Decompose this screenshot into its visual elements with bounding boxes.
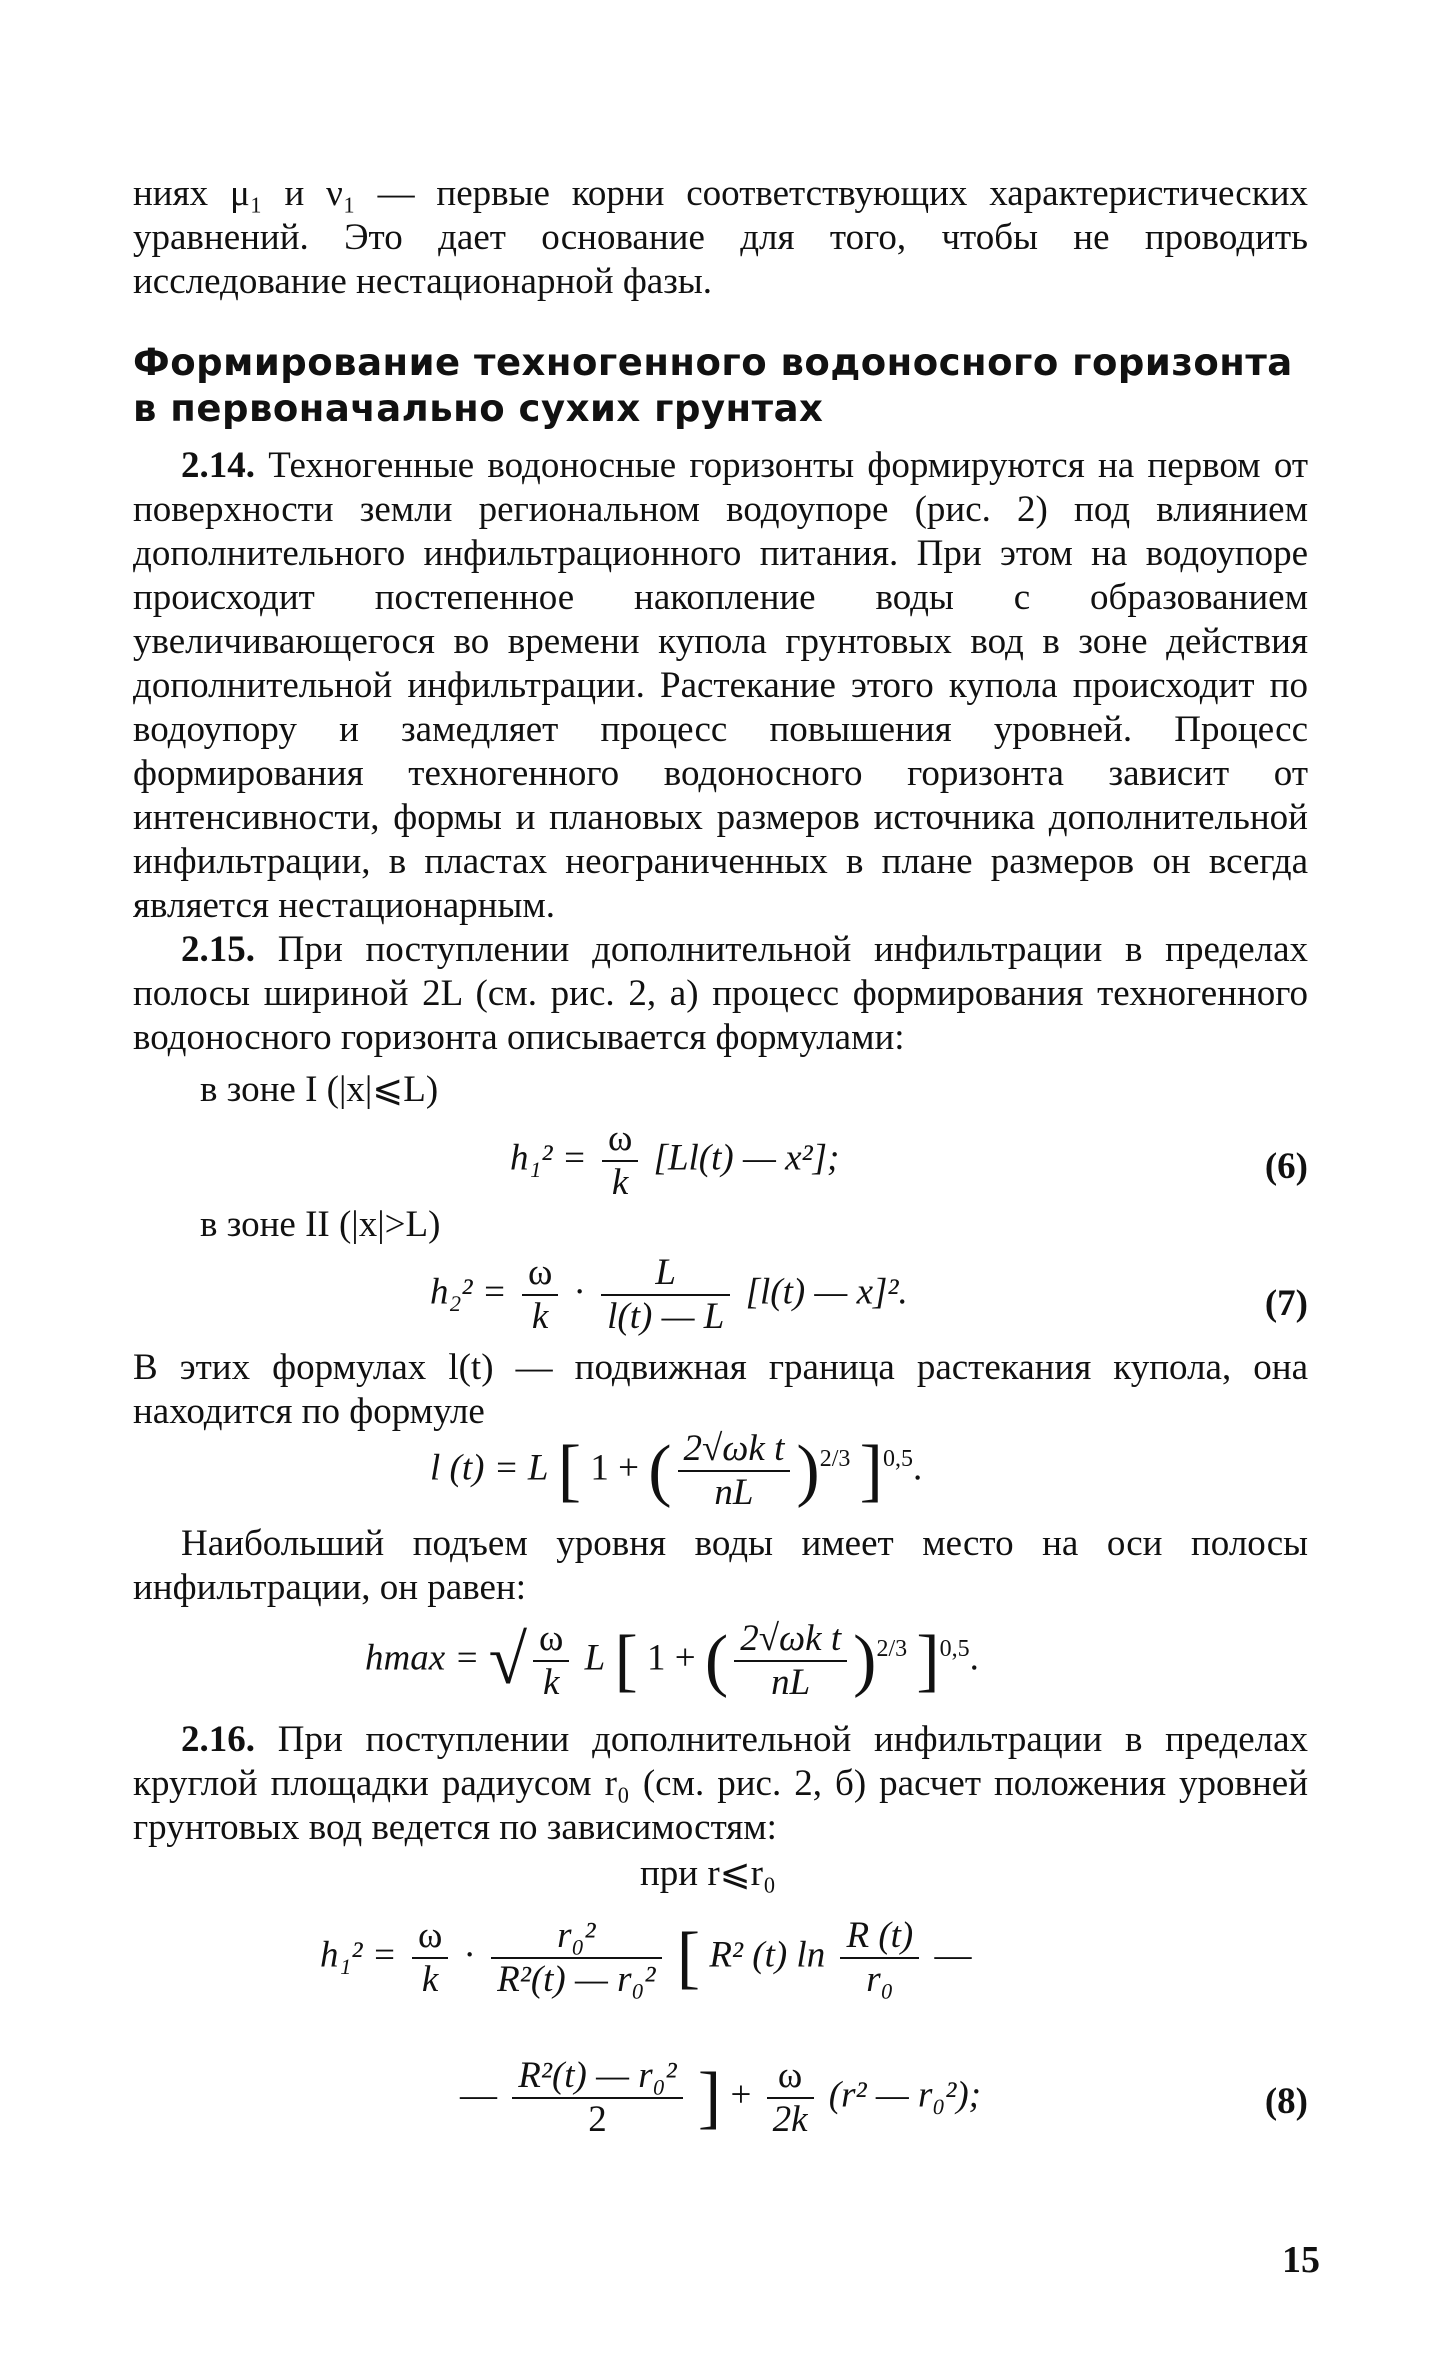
equation-6: h₁² = $\frac{\omega}{k}$ [Ll(t) — x²]; bbox=[510, 1118, 840, 1203]
section-heading bbox=[133, 340, 1308, 432]
paragraph-2-14 bbox=[133, 444, 1308, 928]
section-number: 2.16. bbox=[181, 1719, 255, 1760]
text-formula-intro bbox=[133, 1346, 1308, 1434]
paragraph-text: В этих формулах l(t) — подвижная граница растекания купола, она находится по формуле bbox=[133, 1347, 1308, 1432]
paragraph-2-16 bbox=[133, 1718, 1308, 1850]
paragraph-text: При поступлении дополнительной инфильтрации в пределах полосы шириной 2L (см. рис. 2, а) процесс формирования техногенного водоносного горизонта описывается формулами: bbox=[133, 929, 1309, 1058]
equation-hmax: hmax = √ $\frac{\omega}{k}$ L [ 1 + ( $\frac{\text{2√ωk t}}{nL}$ )$^{2/3}$ ]$^{0,5}$. bbox=[365, 1618, 979, 1703]
zone-1-label: в зоне I (|x|⩽L) bbox=[200, 1069, 439, 1110]
equation-8-line-1: h₁² = $\frac{\omega}{k}$ · $\frac{\text{r₀²}}{\text{R²(t) — r₀²}}$ [ R² (t) ln $\frac{R (t)}{\text{r₀}}$ — bbox=[320, 1915, 972, 2000]
equation-7: h₂² = $\frac{\omega}{k}$ · $\frac{L}{l(t) — L}$ [l(t) — x]². bbox=[430, 1252, 908, 1337]
equation-8-line-2: — $\frac{\text{R²(t) — r₀²}}{2}$ ] + $\frac{\omega}{2k}$ (r² — r₀²); bbox=[460, 2055, 981, 2140]
intro-paragraph bbox=[133, 172, 1308, 304]
paragraph-text: Техногенные водоносные горизонты формируются на первом от поверхности земли региональном водоупоре (рис. 2) под влиянием дополнительного инфильтрационного питания. При этом на водоупоре происходит постепенное накопление воды с образованием увеличивающегося во времени купола грунтовых вод в зоне действия дополнительной инфильтрации. Растекание этого купола происходит по водоупору и замедляет процесс повышения уровней. Процесс формирования техногенного водоносного горизонта зависит от интенсивности, формы и плановых размеров источника дополнительной инфильтрации, в пластах неограниченных в плане размеров он всегда является нестационарным. bbox=[133, 445, 1309, 926]
text-max-rise bbox=[133, 1522, 1308, 1610]
equation-7-label: (7) bbox=[1264, 1283, 1308, 1324]
equation-8-label: (8) bbox=[1264, 2081, 1308, 2122]
heading-line-1: Формирование техногенного водоносного горизонта bbox=[133, 341, 1293, 384]
section-number: 2.14. bbox=[181, 445, 255, 486]
page-number: 15 bbox=[1282, 2239, 1320, 2281]
section-number: 2.15. bbox=[181, 929, 255, 970]
equation-6-label: (6) bbox=[1264, 1146, 1308, 1187]
intro-text: ниях μ₁ и ν₁ — первые корни соответствующих характеристических уравнений. Это дает основание для того, чтобы не проводить исследование нестационарной фазы. bbox=[133, 173, 1308, 302]
paragraph-text: При поступлении дополнительной инфильтрации в пределах круглой площадки радиусом r₀ (см. рис. 2, б) расчет положения уровней грунтовых вод ведется по зависимостям: bbox=[133, 1719, 1309, 1848]
condition-label: при r⩽r₀ bbox=[640, 1853, 776, 1894]
heading-line-2: в первоначально сухих грунтах bbox=[133, 387, 824, 430]
paragraph-text: Наибольший подъем уровня воды имеет место на оси полосы инфильтрации, он равен: bbox=[133, 1523, 1308, 1608]
paragraph-2-15 bbox=[133, 928, 1308, 1060]
equation-l: l (t) = L [ 1 + ( $\frac{\text{2√ωk t}}{nL}$ )$^{2/3}$ ]$^{0,5}$. bbox=[430, 1428, 923, 1513]
zone-2-label: в зоне II (|x|>L) bbox=[200, 1204, 441, 1245]
